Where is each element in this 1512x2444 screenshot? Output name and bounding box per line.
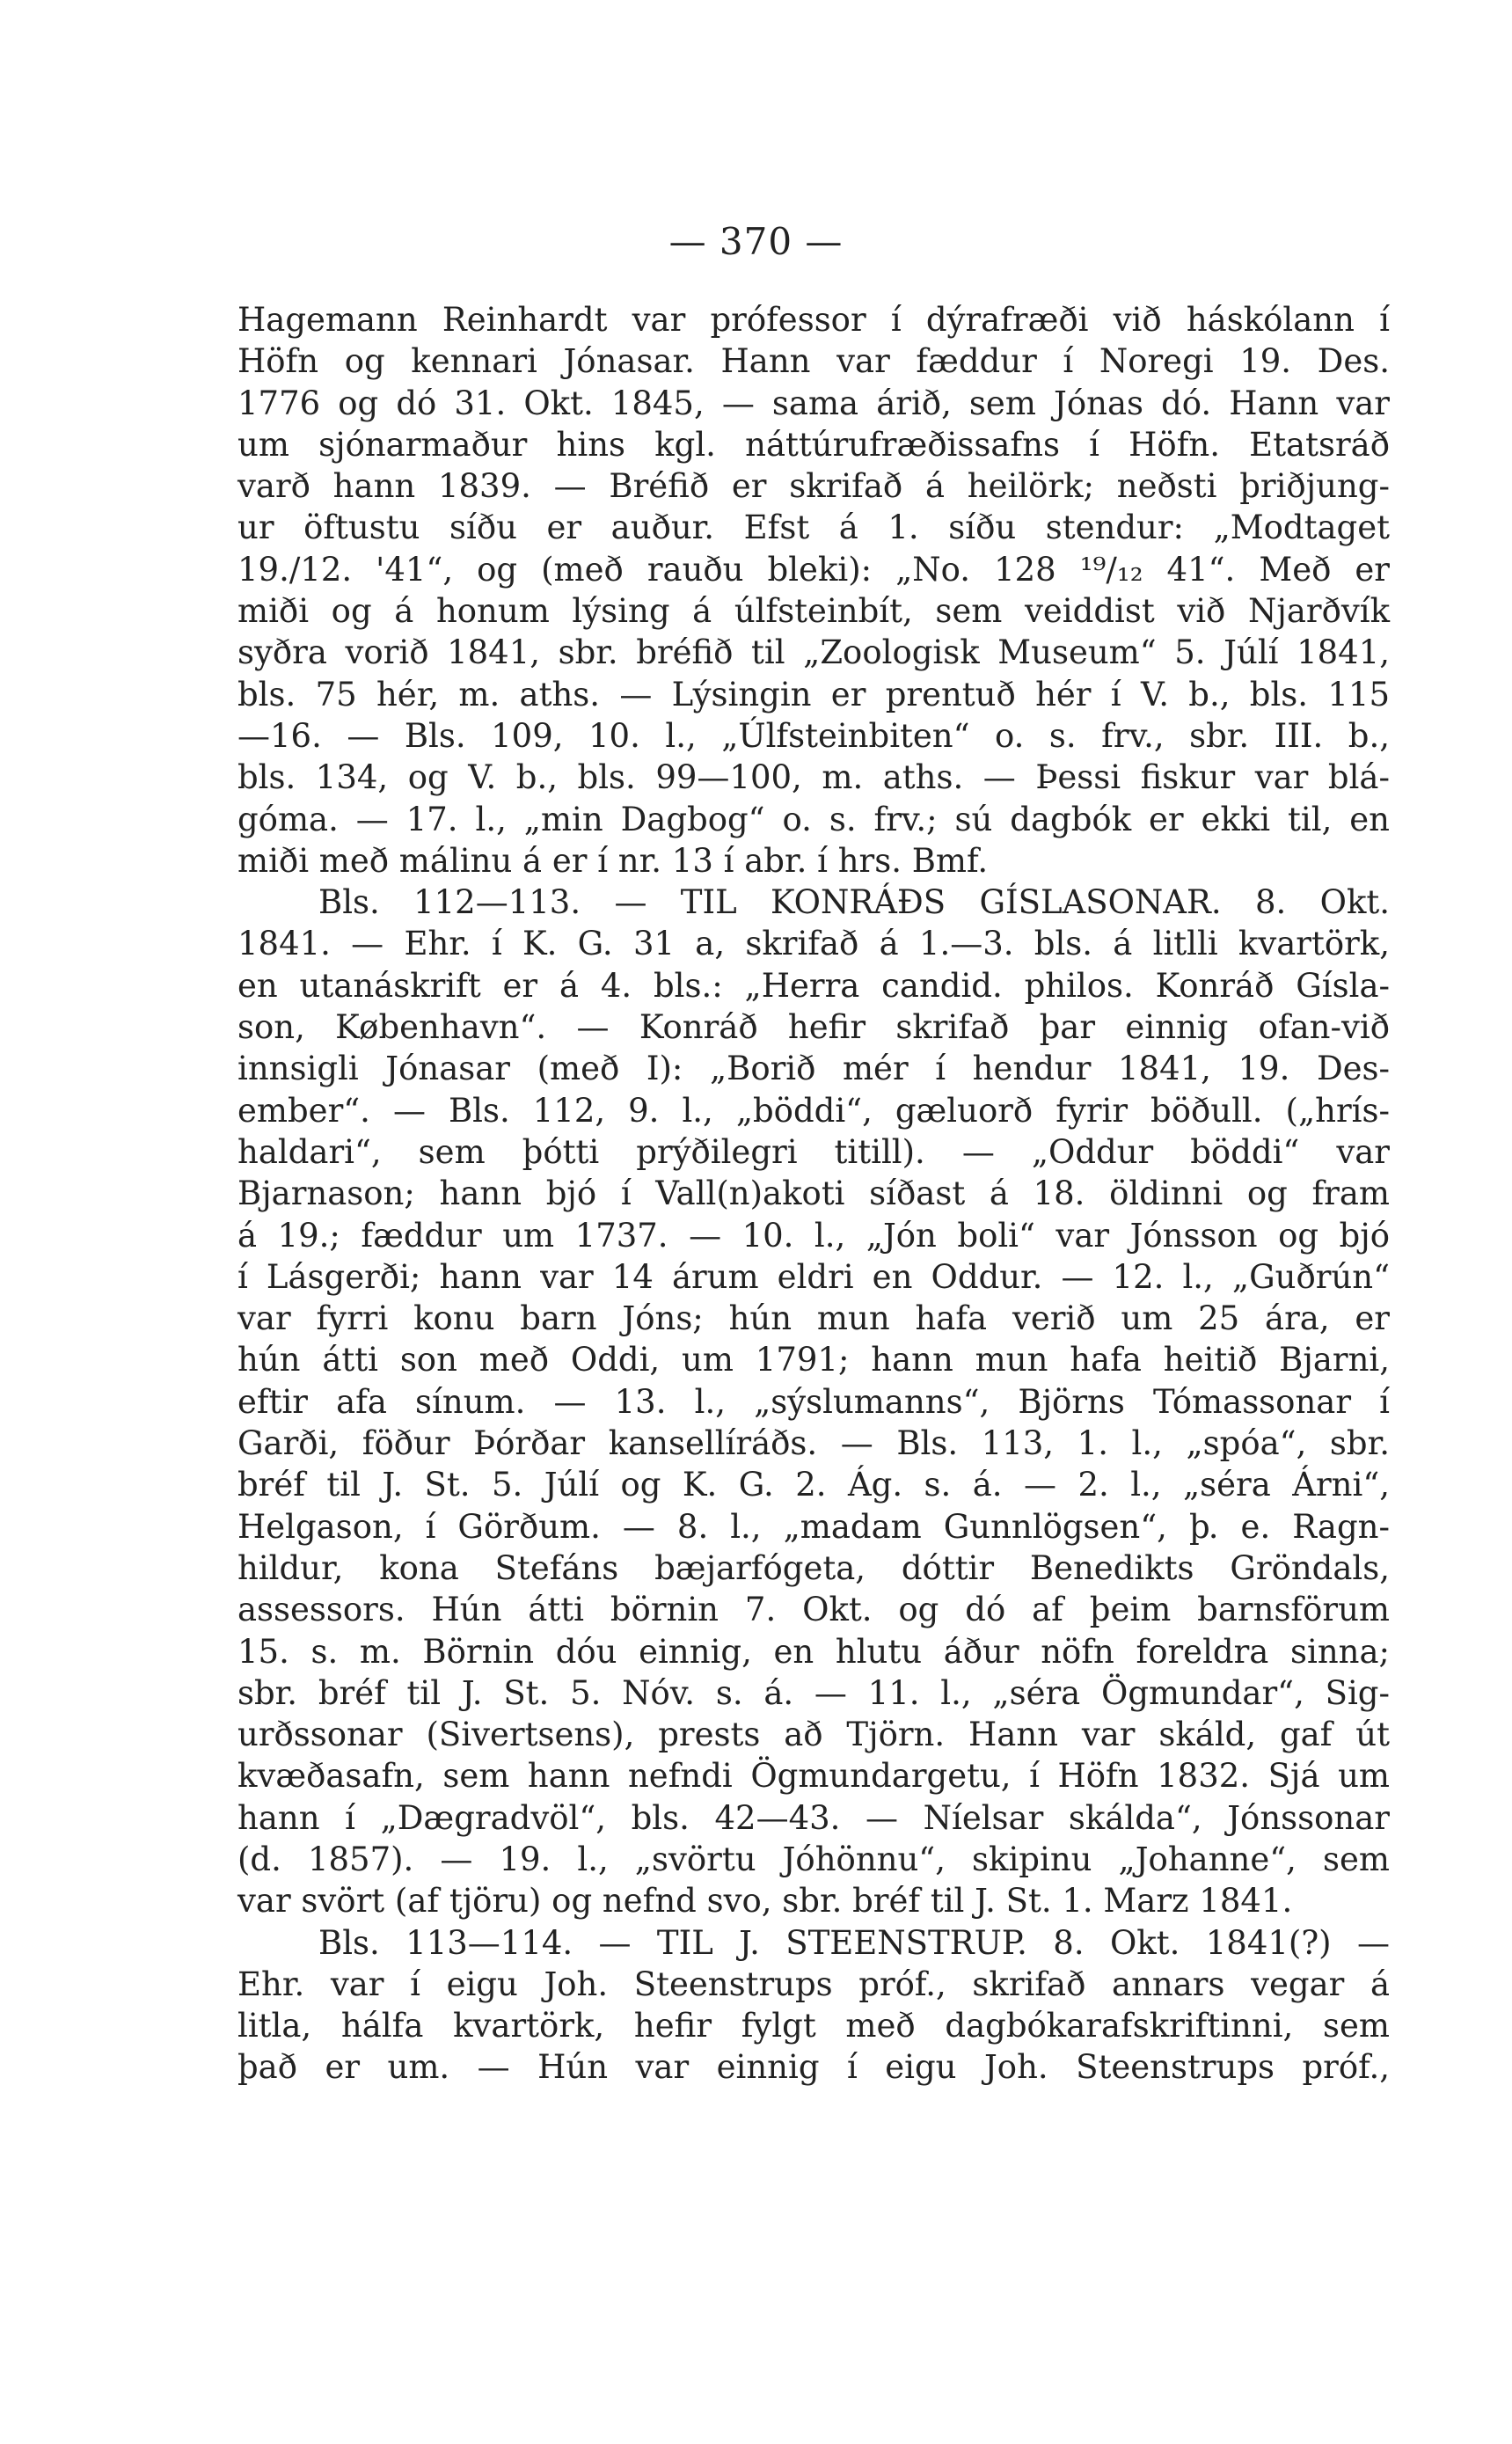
text-line: —16. — Bls. 109, 10. l., „Úlfsteinbiten“ o. s. frv., sbr. III. b., — [237, 716, 1390, 755]
body-text — [237, 299, 1390, 2089]
text-line: Bls. 112—113. — TIL KONRÁÐS GÍSLASONAR. 8. Okt. — [318, 883, 1390, 922]
text-line: eftir afa sínum. — 13. l., „sýslumanns“, Björns Tómassonar í — [237, 1382, 1390, 1421]
text-line: Bls. 113—114. — TIL J. STEENSTRUP. 8. Okt. 1841(?) — — [318, 1923, 1390, 1962]
text-line: Ehr. var í eigu Joh. Steenstrups próf., skrifað annars vegar á — [237, 1965, 1390, 2003]
text-line: haldari“, sem þótti prýðilegri titill). — „Oddur böddi“ var — [237, 1132, 1390, 1171]
text-line: bls. 75 hér, m. aths. — Lýsingin er prentuð hér í V. b., bls. 115 — [237, 675, 1390, 713]
text-line: son, København“. — Konráð hefir skrifað þar einnig ofan-við — [237, 1008, 1390, 1047]
text-line: innsigli Jónasar (með I): „Borið mér í hendur 1841, 19. Des- — [237, 1050, 1390, 1088]
text-line: Hagemann Reinhardt var prófessor í dýrafræði við háskólann í — [237, 301, 1390, 339]
text-line: 19./12. '41“, og (með rauðu bleki): „No. 128 ¹⁹/₁₂ 41“. Með er — [237, 550, 1390, 589]
text-line: miði og á honum lýsing á úlfsteinbít, sem veiddist við Njarðvík — [237, 592, 1390, 631]
text-line: Bjarnason; hann bjó í Vall(n)akoti síðast á 18. öldinni og fram — [237, 1174, 1390, 1213]
text-line: kvæðasafn, sem hann nefndi Ögmundargetu, í Höfn 1832. Sjá um — [237, 1757, 1390, 1796]
text-line: um sjónarmaður hins kgl. náttúrufræðissafns í Höfn. Etatsráð — [237, 425, 1390, 464]
text-line: var svört (af tjöru) og nefnd svo, sbr. bréf til J. St. 1. Marz 1841. — [237, 1882, 1293, 1921]
text-line: það er um. — Hún var einnig í eigu Joh. Steenstrups próf., — [237, 2048, 1390, 2087]
page-number: — 370 — — [668, 220, 844, 263]
text-line: Helgason, í Görðum. — 8. l., „madam Gunnlögsen“, þ. e. Ragn- — [237, 1507, 1390, 1546]
text-line: syðra vorið 1841, sbr. bréfið til „Zoologisk Museum“ 5. Júlí 1841, — [237, 633, 1390, 672]
text-line: en utanáskrift er á 4. bls.: „Herra candid. philos. Konráð Gísla- — [237, 966, 1390, 1005]
text-line: hún átti son með Oddi, um 1791; hann mun hafa heitið Bjarni, — [237, 1341, 1390, 1379]
text-line: bréf til J. St. 5. Júlí og K. G. 2. Ág. s. á. — 2. l., „séra Árni“, — [237, 1466, 1390, 1504]
text-line: hann í „Dægradvöl“, bls. 42—43. — Níelsar skálda“, Jónssonar — [237, 1798, 1390, 1837]
text-line: ember“. — Bls. 112, 9. l., „böddi“, gæluorð fyrir böðull. („hrís- — [237, 1091, 1390, 1130]
text-line: bls. 134, og V. b., bls. 99—100, m. aths. — Þessi fiskur var blá- — [237, 758, 1390, 797]
text-line: á 19.; fæddur um 1737. — 10. l., „Jón boli“ var Jónsson og bjó — [237, 1216, 1390, 1255]
text-line: góma. — 17. l., „min Dagbog“ o. s. frv.; sú dagbók er ekki til, en — [237, 800, 1390, 838]
text-line: assessors. Hún átti börnin 7. Okt. og dó af þeim barnsförum — [237, 1591, 1390, 1629]
text-line: 15. s. m. Börnin dóu einnig, en hlutu áður nöfn foreldra sinna; — [237, 1632, 1390, 1671]
text-line: 1841. — Ehr. í K. G. 31 a, skrifað á 1.—3. bls. á litlli kvartörk, — [237, 925, 1390, 963]
text-line: urðssonar (Sivertsens), prests að Tjörn. Hann var skáld, gaf út — [237, 1716, 1390, 1754]
text-line: 1776 og dó 31. Okt. 1845, — sama árið, sem Jónas dó. Hann var — [237, 384, 1390, 422]
text-line: Höfn og kennari Jónasar. Hann var fæddur í Noregi 19. Des. — [237, 342, 1390, 381]
text-line: (d. 1857). — 19. l., „svörtu Jóhönnu“, skipinu „Johanne“, sem — [237, 1840, 1390, 1878]
text-line: í Lásgerði; hann var 14 árum eldri en Oddur. — 12. l., „Guðrún“ — [237, 1257, 1390, 1296]
text-line: sbr. bréf til J. St. 5. Nóv. s. á. — 11. l., „séra Ögmundar“, Sig- — [237, 1673, 1390, 1712]
text-line: varð hann 1839. — Bréfið er skrifað á heilörk; neðsti þriðjung- — [237, 467, 1390, 506]
text-line: var fyrri konu barn Jóns; hún mun hafa verið um 25 ára, er — [237, 1299, 1390, 1338]
text-line: ur öftustu síðu er auður. Efst á 1. síðu stendur: „Modtaget — [237, 509, 1390, 547]
text-line: hildur, kona Stefáns bæjarfógeta, dóttir Benedikts Gröndals, — [237, 1548, 1390, 1587]
text-line: miði með málinu á er í nr. 13 í abr. í hrs. Bmf. — [237, 841, 989, 880]
text-line: litla, hálfa kvartörk, hefir fylgt með dagbókarafskriftinni, sem — [237, 2007, 1390, 2045]
text-line: Garði, föður Þórðar kansellíráðs. — Bls. 113, 1. l., „spóa“, sbr. — [237, 1424, 1390, 1463]
